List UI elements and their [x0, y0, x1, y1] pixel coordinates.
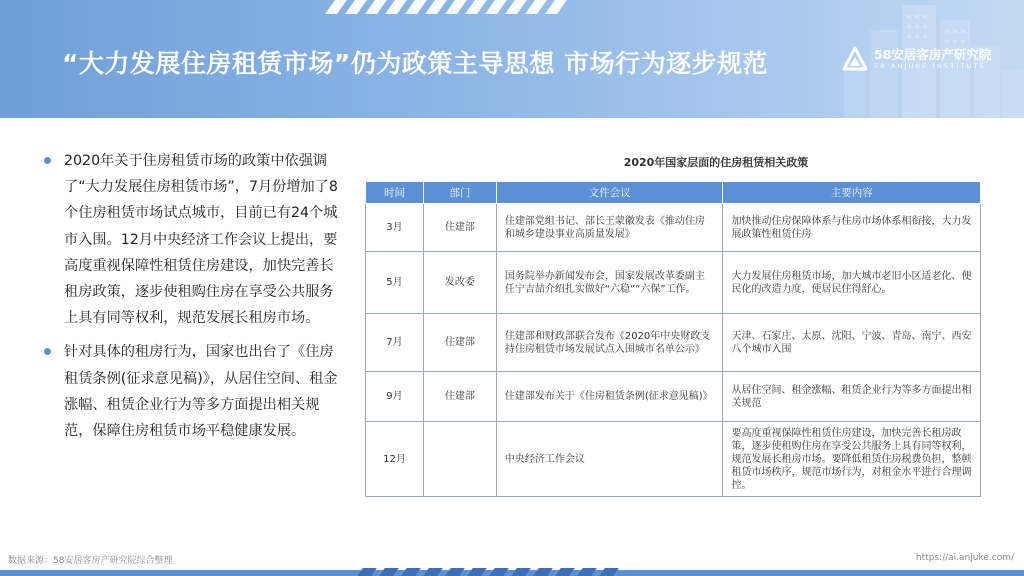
cell-time: 9月	[366, 372, 424, 422]
cell-content: 要高度重视保障性租赁住房建设，加快完善长租房政策，逐步使租购住房在享受公共服务上具有同等权利，规范发展长租房市场。要降低租赁住房税费负担，整顿租赁市场秩序，规范市场行为，对租金水平进行合理调控。	[723, 422, 981, 497]
cell-time: 5月	[366, 252, 424, 314]
bullet-list	[38, 148, 338, 444]
cell-content: 从居住空间、租金涨幅、租赁企业行为等多方面提出相关规范	[723, 372, 981, 422]
bullet-text: 2020年关于住房租赁市场的政策中依强调了“大力发展住房租赁市场”，7月份增加了8个住房租赁市场试点城市，目前已有24个城市入围。12月中央经济工作会议上提出，要高度重视保障性租赁住房建设，加快完善长租房政策，逐步使租购住房在享受公共服务上具有同等权利，规范发展长租房市场。	[64, 153, 338, 327]
column-header-content: 主要内容	[723, 182, 981, 204]
bullet-item	[38, 339, 338, 444]
table-row	[366, 204, 981, 252]
cell-content: 大力发展住房租赁市场，加大城市老旧小区适老化、便民化的改造力度，使居民住得舒心。	[723, 252, 981, 314]
table-row	[366, 372, 981, 422]
bullet-dot-icon	[44, 348, 51, 355]
cell-document: 住建部和财政部联合发布《2020年中央财政支持住房租赁市场发展试点入围城市名单公示》	[496, 314, 723, 372]
cell-time: 7月	[366, 314, 424, 372]
column-header-document: 文件会议	[496, 182, 723, 204]
column-header-department: 部门	[423, 182, 496, 204]
cell-content: 加快推动住房保障体系与住房市场体系相衔接，大力发展政策性租赁住房	[723, 204, 981, 252]
cell-document: 国务院举办新闻发布会，国家发展改革委副主任宁吉喆介绍扎实做好“六稳”“六保”工作。	[496, 252, 723, 314]
footer-decorative-stripes	[360, 568, 660, 576]
anjuke-triangle-logo-icon	[842, 46, 868, 72]
table-row	[366, 252, 981, 314]
table-row	[366, 314, 981, 372]
brand-english: 58 ANJUKE INSTITUTE	[874, 61, 987, 70]
column-header-time: 时间	[366, 182, 424, 204]
bullet-dot-icon	[44, 157, 51, 164]
bullet-text: 针对具体的租房行为，国家也出台了《住房租赁条例(征求意见稿)》，从居住空间、租金涨幅、租赁企业行为等多方面提出相关规范，保障住房租赁市场平稳健康发展。	[64, 344, 338, 440]
brand-name: 58安居客房产研究院	[874, 46, 992, 62]
policy-table	[365, 181, 981, 497]
cell-department	[423, 422, 496, 497]
cell-department: 住建部	[423, 372, 496, 422]
cell-document: 住建部发布关于《住房租赁条例(征求意见稿)》	[496, 372, 723, 422]
decorative-stripes	[330, 0, 570, 14]
header-banner	[0, 0, 1024, 118]
cell-document: 住建部党组书记、部长王蒙徽发表《推动住房和城乡建设事业高质量发展》	[496, 204, 723, 252]
cell-department: 发改委	[423, 252, 496, 314]
data-source-note: 数据来源：58安居客房产研究院综合整理	[8, 556, 173, 566]
table-title: 2020年国家层面的住房租赁相关政策	[623, 156, 809, 169]
website-url: https://ai.anjuke.com/	[915, 553, 1014, 563]
cell-department: 住建部	[423, 314, 496, 372]
bullet-item	[38, 148, 338, 331]
brand	[842, 44, 991, 74]
page-title: “大力发展住房租赁市场”仍为政策主导思想 市场行为逐步规范	[62, 49, 769, 78]
cell-department: 住建部	[423, 204, 496, 252]
cell-document: 中央经济工作会议	[496, 422, 723, 497]
table-row	[366, 422, 981, 497]
cell-time: 12月	[366, 422, 424, 497]
cell-time: 3月	[366, 204, 424, 252]
table-header-row	[366, 182, 981, 204]
cell-content: 天津、石家庄、太原、沈阳、宁波、青岛、南宁、西安八个城市入围	[723, 314, 981, 372]
